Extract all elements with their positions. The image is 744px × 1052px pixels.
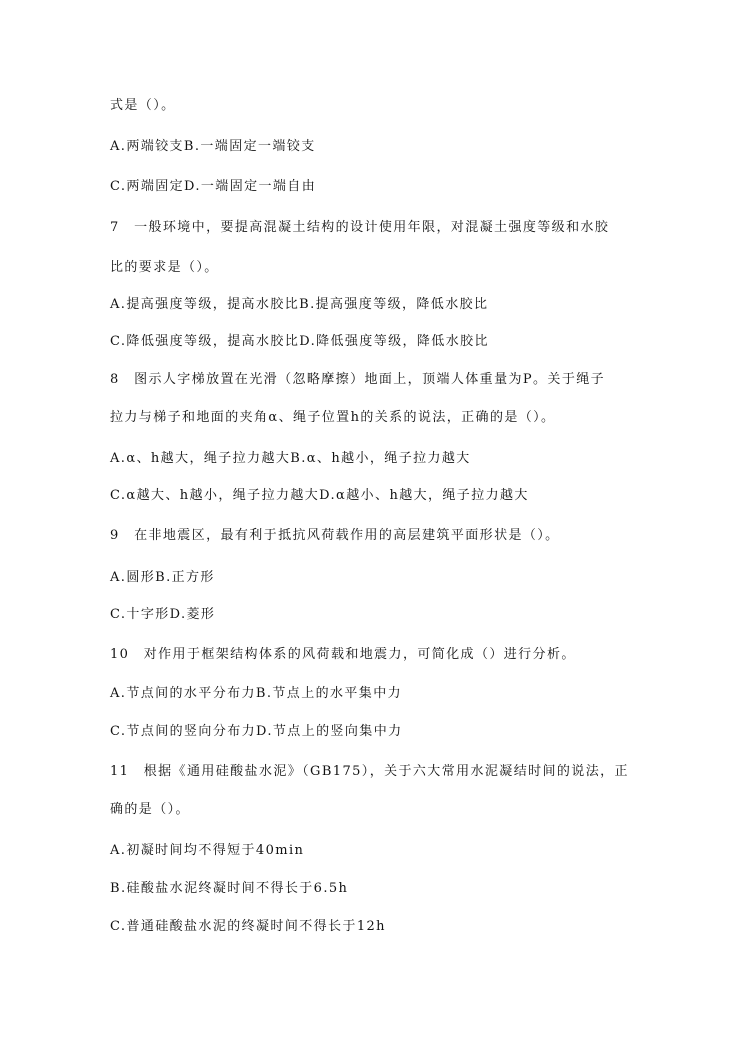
question-7-stem-continued: 比的要求是（）。 — [110, 260, 219, 275]
question-8-options-cd: C.α越大、h越小，绳子拉力越大D.α越小、h越大，绳子拉力越大 — [110, 488, 529, 503]
question-11-stem: 11 根据《通用硅酸盐水泥》（GB175），关于六大常用水泥凝结时间的说法，正 — [110, 764, 629, 779]
question-6-options-ab: A.两端铰支B.一端固定一端铰支 — [110, 139, 316, 154]
question-10-stem: 10 对作用于框架结构体系的风荷载和地震力，可简化成（）进行分析。 — [110, 647, 576, 662]
question-9-options-ab: A.圆形B.正方形 — [110, 570, 215, 585]
question-8-stem-continued: 拉力与梯子和地面的夹角α、绳子位置h的关系的说法，正确的是（）。 — [110, 410, 556, 425]
question-11-option-c: C.普通硅酸盐水泥的终凝时间不得长于12h — [110, 919, 386, 934]
question-10-options-ab: A.节点间的水平分布力B.节点上的水平集中力 — [110, 686, 403, 701]
question-7-options-cd: C.降低强度等级，提高水胶比D.降低强度等级，降低水胶比 — [110, 334, 489, 349]
question-11-option-b: B.硅酸盐水泥终凝时间不得长于6.5h — [110, 881, 349, 896]
question-7-options-ab: A.提高强度等级，提高水胶比B.提高强度等级，降低水胶比 — [110, 297, 489, 312]
question-6-stem-continued: 式是（）。 — [110, 98, 176, 113]
question-8-options-ab: A.α、h越大，绳子拉力越大B.α、h越小，绳子拉力越大 — [110, 451, 471, 466]
question-9-options-cd: C.十字形D.菱形 — [110, 607, 216, 622]
question-9-stem: 9 在非地震区，最有利于抵抗风荷载作用的高层建筑平面形状是（）。 — [110, 528, 560, 543]
question-11-option-a: A.初凝时间均不得短于40min — [110, 843, 305, 858]
question-10-options-cd: C.节点间的竖向分布力D.节点上的竖向集中力 — [110, 724, 403, 739]
question-11-stem-continued: 确的是（）。 — [110, 802, 190, 817]
question-7-stem: 7 一般环境中，要提高混凝土结构的设计使用年限，对混凝土强度等级和水胶 — [110, 220, 610, 235]
question-6-options-cd: C.两端固定D.一端固定一端自由 — [110, 179, 317, 194]
question-8-stem: 8 图示人字梯放置在光滑（忽略摩擦）地面上，顶端人体重量为P。关于绳子 — [110, 372, 606, 387]
